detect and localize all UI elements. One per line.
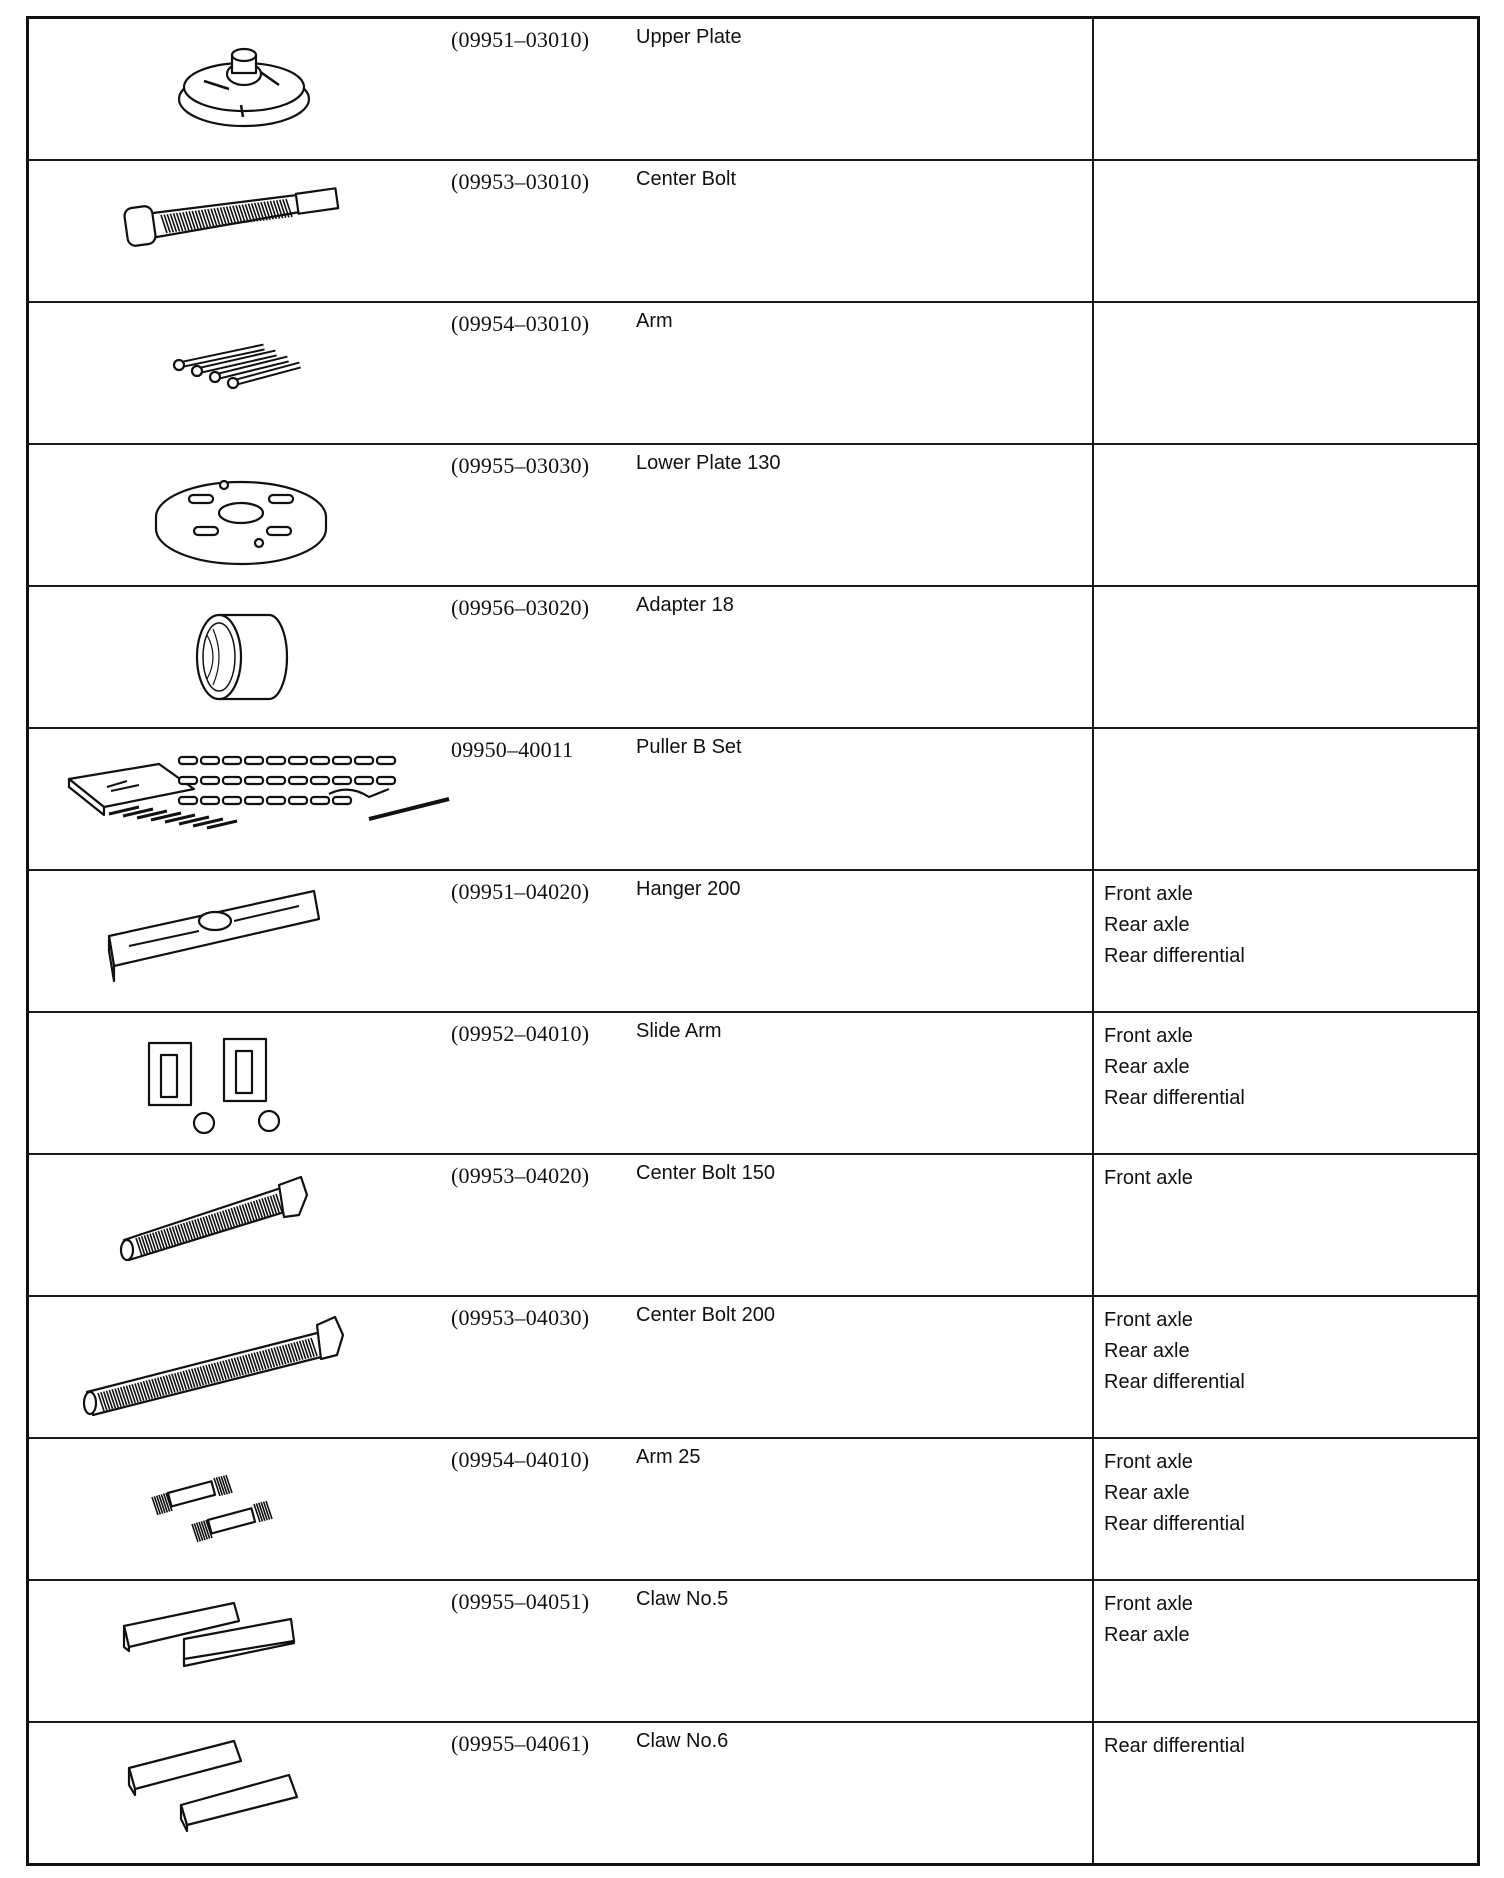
part-number: (09955–04061) <box>451 1731 590 1756</box>
tool-name: Arm 25 <box>636 1446 701 1468</box>
note-item: Front axle <box>1104 1593 1193 1615</box>
note-item: Rear axle <box>1104 1340 1190 1362</box>
table-row <box>28 1154 1479 1296</box>
table-row <box>28 586 1479 728</box>
note-item: Rear axle <box>1104 1482 1190 1504</box>
table-row <box>28 1296 1479 1438</box>
note-cell <box>1093 444 1479 586</box>
part-number: (09955–03030) <box>451 453 590 478</box>
note-item: Front axle <box>1104 1451 1193 1473</box>
table-row <box>28 1438 1479 1580</box>
note-item: Rear axle <box>1104 1056 1190 1078</box>
table-row <box>28 444 1479 586</box>
table-row <box>28 18 1479 161</box>
tool-name: Claw No.5 <box>636 1588 729 1610</box>
tool-name: Lower Plate 130 <box>636 452 781 474</box>
part-number: (09951–03010) <box>451 27 590 52</box>
tool-name: Center Bolt 200 <box>636 1304 775 1326</box>
note-cell <box>1093 1722 1479 1865</box>
table-row <box>28 870 1479 1012</box>
tool-cell <box>28 1722 1094 1865</box>
table-row <box>28 1012 1479 1154</box>
note-list <box>1094 729 1477 737</box>
note-cell <box>1093 1154 1479 1296</box>
note-cell <box>1093 870 1479 1012</box>
note-list <box>1094 1581 1477 1651</box>
note-cell <box>1093 1438 1479 1580</box>
note-item: Rear differential <box>1104 1371 1245 1393</box>
tool-cell <box>28 160 1094 302</box>
tool-cell <box>28 870 1094 1012</box>
tool-name: Claw No.6 <box>636 1730 729 1752</box>
note-cell <box>1093 1296 1479 1438</box>
tool-name: Center Bolt 150 <box>636 1162 775 1184</box>
note-list <box>1094 19 1477 27</box>
note-cell <box>1093 18 1479 161</box>
table-row <box>28 1580 1479 1722</box>
note-item: Front axle <box>1104 883 1193 905</box>
note-cell <box>1093 1580 1479 1722</box>
note-list <box>1094 871 1477 972</box>
tool-cell <box>28 1154 1094 1296</box>
note-item: Rear differential <box>1104 1735 1245 1757</box>
part-number: (09955–04051) <box>451 1589 590 1614</box>
part-number: (09953–03010) <box>451 169 590 194</box>
part-number: (09953–04020) <box>451 1163 590 1188</box>
note-list <box>1094 1155 1477 1194</box>
tool-name: Hanger 200 <box>636 878 741 900</box>
table-row <box>28 1722 1479 1865</box>
special-service-tools-table <box>26 16 1480 1866</box>
note-item: Rear differential <box>1104 945 1245 967</box>
note-cell <box>1093 1012 1479 1154</box>
tool-cell <box>28 1296 1094 1438</box>
tool-name: Adapter 18 <box>636 594 734 616</box>
note-cell <box>1093 728 1479 870</box>
part-number: (09954–03010) <box>451 311 590 336</box>
note-item: Rear axle <box>1104 1624 1190 1646</box>
tool-cell <box>28 1438 1094 1580</box>
note-list <box>1094 445 1477 453</box>
note-item: Rear differential <box>1104 1087 1245 1109</box>
tool-name: Slide Arm <box>636 1020 722 1042</box>
table-row <box>28 160 1479 302</box>
note-list <box>1094 1297 1477 1398</box>
table-row <box>28 728 1479 870</box>
note-item: Front axle <box>1104 1309 1193 1331</box>
tool-cell <box>28 444 1094 586</box>
tool-cell <box>28 586 1094 728</box>
part-number: (09952–04010) <box>451 1021 590 1046</box>
tool-name: Upper Plate <box>636 26 742 48</box>
tool-cell <box>28 302 1094 444</box>
note-cell <box>1093 302 1479 444</box>
tool-name: Puller B Set <box>636 736 742 758</box>
tool-cell <box>28 728 1094 870</box>
note-list <box>1094 1013 1477 1114</box>
note-list <box>1094 161 1477 169</box>
note-list <box>1094 1723 1477 1762</box>
part-number: (09954–04010) <box>451 1447 590 1472</box>
table-row <box>28 302 1479 444</box>
note-item: Front axle <box>1104 1167 1193 1189</box>
note-list <box>1094 587 1477 595</box>
part-number: (09953–04030) <box>451 1305 590 1330</box>
tool-cell <box>28 1012 1094 1154</box>
tool-name: Arm <box>636 310 673 332</box>
part-number: (09956–03020) <box>451 595 590 620</box>
part-number: 09950–40011 <box>451 737 574 762</box>
note-item: Rear axle <box>1104 914 1190 936</box>
tool-cell <box>28 18 1094 161</box>
note-item: Rear differential <box>1104 1513 1245 1535</box>
part-number: (09951–04020) <box>451 879 590 904</box>
note-list <box>1094 303 1477 311</box>
note-item: Front axle <box>1104 1025 1193 1047</box>
tool-cell <box>28 1580 1094 1722</box>
note-cell <box>1093 160 1479 302</box>
note-cell <box>1093 586 1479 728</box>
note-list <box>1094 1439 1477 1540</box>
tool-name: Center Bolt <box>636 168 737 190</box>
